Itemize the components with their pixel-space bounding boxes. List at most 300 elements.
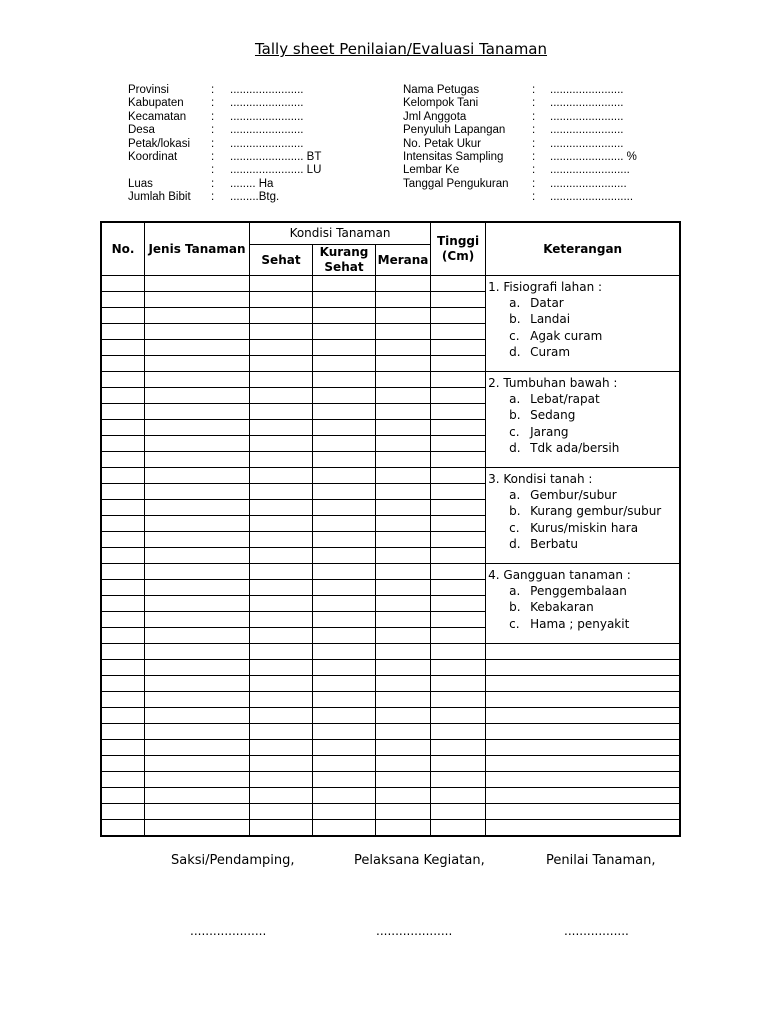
table-cell[interactable] bbox=[486, 756, 680, 772]
table-cell[interactable] bbox=[376, 676, 431, 692]
info-row bbox=[128, 151, 378, 164]
table-cell[interactable] bbox=[376, 708, 431, 724]
table-cell[interactable] bbox=[313, 372, 376, 388]
table-cell[interactable] bbox=[313, 500, 376, 516]
table-cell[interactable] bbox=[376, 564, 431, 580]
info-label: Kecamatan bbox=[128, 110, 187, 123]
table-cell[interactable] bbox=[250, 612, 313, 628]
keterangan-option bbox=[488, 503, 679, 519]
table-row bbox=[102, 692, 680, 708]
table-cell[interactable] bbox=[486, 788, 680, 804]
table-cell[interactable] bbox=[145, 740, 250, 756]
keterangan-option bbox=[488, 295, 679, 311]
table-cell[interactable] bbox=[486, 772, 680, 788]
signature-line-penilai: ................. bbox=[564, 924, 629, 938]
table-cell[interactable] bbox=[250, 740, 313, 756]
table-cell[interactable] bbox=[250, 516, 313, 532]
table-cell[interactable] bbox=[145, 340, 250, 356]
keterangan-option-text: Gembur/subur bbox=[530, 488, 617, 503]
signature-saksi: Saksi/Pendamping, bbox=[171, 853, 295, 868]
table-cell[interactable] bbox=[376, 548, 431, 564]
table-cell[interactable] bbox=[376, 468, 431, 484]
table-cell[interactable] bbox=[250, 692, 313, 708]
table-row bbox=[102, 724, 680, 740]
table-cell[interactable] bbox=[145, 788, 250, 804]
table-cell[interactable] bbox=[102, 804, 145, 820]
table-cell[interactable] bbox=[102, 420, 145, 436]
keterangan-option-letter: c. bbox=[509, 328, 520, 343]
info-value: ....................... LU bbox=[230, 164, 322, 177]
keterangan-block bbox=[486, 468, 680, 564]
table-cell[interactable] bbox=[145, 516, 250, 532]
info-right-block bbox=[403, 84, 683, 205]
table-cell[interactable] bbox=[431, 772, 486, 788]
table-cell[interactable] bbox=[145, 820, 250, 836]
table-row bbox=[102, 644, 680, 660]
keterangan-option-letter: c. bbox=[509, 616, 520, 631]
table-cell[interactable] bbox=[486, 644, 680, 660]
table-cell[interactable] bbox=[250, 804, 313, 820]
table-cell[interactable] bbox=[102, 548, 145, 564]
table-cell[interactable] bbox=[313, 340, 376, 356]
keterangan-option bbox=[488, 487, 679, 503]
table-cell[interactable] bbox=[145, 308, 250, 324]
table-cell[interactable] bbox=[145, 436, 250, 452]
table-cell[interactable] bbox=[313, 532, 376, 548]
info-row bbox=[128, 178, 378, 191]
table-cell[interactable] bbox=[145, 676, 250, 692]
keterangan-option-text: Datar bbox=[530, 296, 564, 311]
table-cell[interactable] bbox=[145, 692, 250, 708]
table-cell[interactable] bbox=[376, 420, 431, 436]
table-cell[interactable] bbox=[250, 276, 313, 292]
table-cell[interactable] bbox=[145, 756, 250, 772]
table-cell[interactable] bbox=[431, 612, 486, 628]
table-cell[interactable] bbox=[145, 484, 250, 500]
table-row bbox=[102, 756, 680, 772]
table-cell[interactable] bbox=[431, 804, 486, 820]
table-cell[interactable] bbox=[376, 596, 431, 612]
table-cell[interactable] bbox=[145, 772, 250, 788]
table-cell[interactable] bbox=[431, 644, 486, 660]
table-cell[interactable] bbox=[250, 468, 313, 484]
table-cell[interactable] bbox=[145, 532, 250, 548]
table-cell[interactable] bbox=[102, 516, 145, 532]
table-cell[interactable] bbox=[431, 324, 486, 340]
table-cell[interactable] bbox=[486, 804, 680, 820]
table-cell[interactable] bbox=[250, 564, 313, 580]
table-cell[interactable] bbox=[313, 468, 376, 484]
keterangan-option-letter: d. bbox=[509, 536, 521, 551]
info-value: ....................... bbox=[550, 97, 624, 110]
table-cell[interactable] bbox=[431, 756, 486, 772]
keterangan-option-text: Kurang gembur/subur bbox=[530, 504, 662, 519]
table-cell[interactable] bbox=[250, 340, 313, 356]
table-row bbox=[102, 708, 680, 724]
info-colon: : bbox=[211, 150, 215, 163]
table-cell[interactable] bbox=[431, 276, 486, 292]
table-cell[interactable] bbox=[431, 532, 486, 548]
table-cell[interactable] bbox=[313, 756, 376, 772]
table-cell[interactable] bbox=[376, 324, 431, 340]
info-value: .........Btg. bbox=[230, 191, 280, 204]
table-cell[interactable] bbox=[376, 292, 431, 308]
keterangan-option-text: Lebat/rapat bbox=[530, 392, 600, 407]
table-cell[interactable] bbox=[145, 660, 250, 676]
table-cell[interactable] bbox=[313, 596, 376, 612]
table-cell[interactable] bbox=[102, 532, 145, 548]
page-title: Tally sheet Penilaian/Evaluasi Tanaman bbox=[254, 40, 548, 58]
table-cell[interactable] bbox=[376, 436, 431, 452]
table-cell[interactable] bbox=[250, 388, 313, 404]
table-cell[interactable] bbox=[313, 644, 376, 660]
signature-line-pelaksana: .................... bbox=[376, 924, 453, 938]
table-cell[interactable] bbox=[486, 660, 680, 676]
keterangan-option bbox=[488, 407, 679, 423]
info-value: ....................... BT bbox=[230, 150, 322, 163]
table-cell[interactable] bbox=[250, 420, 313, 436]
table-cell[interactable] bbox=[102, 628, 145, 644]
table-cell[interactable] bbox=[145, 372, 250, 388]
table-cell[interactable] bbox=[250, 580, 313, 596]
table-cell[interactable] bbox=[431, 356, 486, 372]
table-cell[interactable] bbox=[102, 484, 145, 500]
table-cell[interactable] bbox=[102, 436, 145, 452]
table-cell[interactable] bbox=[431, 660, 486, 676]
table-cell[interactable] bbox=[313, 660, 376, 676]
table-cell[interactable] bbox=[431, 516, 486, 532]
table-cell[interactable] bbox=[102, 372, 145, 388]
table-cell[interactable] bbox=[313, 804, 376, 820]
table-cell[interactable] bbox=[376, 612, 431, 628]
table-cell[interactable] bbox=[376, 820, 431, 836]
table-cell[interactable] bbox=[102, 468, 145, 484]
table-cell[interactable] bbox=[102, 820, 145, 836]
info-row bbox=[128, 124, 378, 137]
info-label: Desa bbox=[128, 124, 155, 137]
table-cell[interactable] bbox=[313, 452, 376, 468]
table-cell[interactable] bbox=[313, 708, 376, 724]
table-cell[interactable] bbox=[431, 676, 486, 692]
table-cell[interactable] bbox=[313, 324, 376, 340]
table-cell[interactable] bbox=[250, 436, 313, 452]
keterangan-option bbox=[488, 440, 679, 456]
table-cell[interactable] bbox=[145, 548, 250, 564]
table-cell[interactable] bbox=[102, 772, 145, 788]
keterangan-option-letter: d. bbox=[509, 344, 521, 359]
table-cell[interactable] bbox=[431, 372, 486, 388]
info-value: ....................... bbox=[550, 124, 624, 137]
table-cell[interactable] bbox=[313, 516, 376, 532]
table-cell[interactable] bbox=[145, 580, 250, 596]
table-cell[interactable] bbox=[376, 308, 431, 324]
table-cell[interactable] bbox=[102, 500, 145, 516]
table-cell[interactable] bbox=[376, 804, 431, 820]
table-cell[interactable] bbox=[145, 452, 250, 468]
table-cell[interactable] bbox=[431, 740, 486, 756]
table-cell[interactable] bbox=[486, 820, 680, 836]
table-cell[interactable] bbox=[250, 660, 313, 676]
table-cell[interactable] bbox=[431, 292, 486, 308]
table-cell[interactable] bbox=[431, 388, 486, 404]
keterangan-option-text: Berbatu bbox=[530, 536, 578, 551]
table-cell[interactable] bbox=[313, 436, 376, 452]
table-cell[interactable] bbox=[250, 596, 313, 612]
keterangan-option-text: Landai bbox=[530, 312, 571, 327]
table-cell[interactable] bbox=[376, 388, 431, 404]
table-cell[interactable] bbox=[102, 340, 145, 356]
table-cell[interactable] bbox=[313, 356, 376, 372]
table-cell[interactable] bbox=[145, 628, 250, 644]
table-cell[interactable] bbox=[431, 820, 486, 836]
keterangan-option-text: Kurus/miskin hara bbox=[530, 520, 639, 535]
table-cell[interactable] bbox=[145, 404, 250, 420]
table-cell[interactable] bbox=[431, 788, 486, 804]
signature-line-saksi: .................... bbox=[190, 924, 267, 938]
keterangan-option bbox=[488, 391, 679, 407]
table-cell[interactable] bbox=[102, 308, 145, 324]
table-cell[interactable] bbox=[431, 436, 486, 452]
table-cell[interactable] bbox=[376, 724, 431, 740]
table-cell[interactable] bbox=[145, 500, 250, 516]
table-cell[interactable] bbox=[145, 356, 250, 372]
keterangan-option bbox=[488, 328, 679, 344]
info-label: Jumlah Bibit bbox=[128, 191, 191, 204]
table-cell[interactable] bbox=[431, 692, 486, 708]
table-cell[interactable] bbox=[313, 820, 376, 836]
info-row bbox=[128, 84, 378, 97]
table-cell[interactable] bbox=[313, 420, 376, 436]
table-row bbox=[102, 276, 680, 292]
table-cell[interactable] bbox=[313, 548, 376, 564]
table-cell[interactable] bbox=[145, 644, 250, 660]
table-cell[interactable] bbox=[102, 596, 145, 612]
info-label: Kelompok Tani bbox=[403, 97, 479, 110]
table-cell[interactable] bbox=[313, 740, 376, 756]
table-cell[interactable] bbox=[145, 612, 250, 628]
info-label: No. Petak Ukur bbox=[403, 137, 481, 150]
table-row bbox=[102, 740, 680, 756]
table-cell[interactable] bbox=[376, 500, 431, 516]
table-cell[interactable] bbox=[376, 484, 431, 500]
table-cell[interactable] bbox=[313, 404, 376, 420]
info-row bbox=[128, 111, 378, 124]
table-cell[interactable] bbox=[431, 468, 486, 484]
table-row bbox=[102, 372, 680, 388]
keterangan-option-text: Sedang bbox=[530, 408, 576, 423]
table-cell[interactable] bbox=[376, 532, 431, 548]
table-cell[interactable] bbox=[313, 692, 376, 708]
table-cell[interactable] bbox=[250, 708, 313, 724]
keterangan-option-text: Penggembalaan bbox=[530, 584, 627, 599]
table-cell[interactable] bbox=[250, 372, 313, 388]
keterangan-heading: 3. Kondisi tanah : bbox=[488, 472, 593, 486]
table-cell[interactable] bbox=[486, 708, 680, 724]
table-cell[interactable] bbox=[102, 388, 145, 404]
table-cell[interactable] bbox=[145, 388, 250, 404]
table-cell[interactable] bbox=[102, 740, 145, 756]
info-value: ........................ bbox=[550, 177, 627, 190]
table-cell[interactable] bbox=[376, 580, 431, 596]
table-cell[interactable] bbox=[145, 804, 250, 820]
table-cell[interactable] bbox=[250, 532, 313, 548]
table-cell[interactable] bbox=[431, 420, 486, 436]
table-row bbox=[102, 772, 680, 788]
table-cell[interactable] bbox=[102, 612, 145, 628]
table-cell[interactable] bbox=[102, 564, 145, 580]
info-value: ....................... bbox=[230, 124, 304, 137]
table-cell[interactable] bbox=[250, 772, 313, 788]
info-value: ....................... % bbox=[550, 150, 637, 163]
table-cell[interactable] bbox=[313, 564, 376, 580]
table-cell[interactable] bbox=[431, 500, 486, 516]
table-cell[interactable] bbox=[102, 676, 145, 692]
info-colon: : bbox=[211, 124, 215, 137]
info-row bbox=[403, 111, 683, 124]
table-cell[interactable] bbox=[313, 308, 376, 324]
table-cell[interactable] bbox=[431, 580, 486, 596]
header-sehat: Sehat bbox=[250, 245, 313, 276]
table-cell[interactable] bbox=[486, 724, 680, 740]
table-cell[interactable] bbox=[145, 724, 250, 740]
table-cell[interactable] bbox=[250, 404, 313, 420]
table-cell[interactable] bbox=[250, 292, 313, 308]
table-cell[interactable] bbox=[313, 276, 376, 292]
table-cell[interactable] bbox=[250, 724, 313, 740]
table-cell[interactable] bbox=[250, 308, 313, 324]
table-cell[interactable] bbox=[250, 628, 313, 644]
table-cell[interactable] bbox=[102, 692, 145, 708]
table-cell[interactable] bbox=[102, 644, 145, 660]
table-cell[interactable] bbox=[145, 420, 250, 436]
table-cell[interactable] bbox=[102, 276, 145, 292]
table-cell[interactable] bbox=[431, 404, 486, 420]
table-cell[interactable] bbox=[102, 756, 145, 772]
table-cell[interactable] bbox=[431, 708, 486, 724]
table-cell[interactable] bbox=[431, 308, 486, 324]
table-cell[interactable] bbox=[250, 500, 313, 516]
table-cell[interactable] bbox=[145, 596, 250, 612]
table-cell[interactable] bbox=[313, 292, 376, 308]
table-cell[interactable] bbox=[102, 660, 145, 676]
info-colon: : bbox=[532, 124, 536, 137]
info-colon: : bbox=[211, 137, 215, 150]
table-cell[interactable] bbox=[313, 772, 376, 788]
table-cell[interactable] bbox=[313, 724, 376, 740]
table-cell[interactable] bbox=[250, 548, 313, 564]
table-cell[interactable] bbox=[313, 388, 376, 404]
table-cell[interactable] bbox=[486, 692, 680, 708]
table-cell[interactable] bbox=[250, 484, 313, 500]
table-cell[interactable] bbox=[376, 452, 431, 468]
table-cell[interactable] bbox=[431, 340, 486, 356]
table-cell[interactable] bbox=[250, 356, 313, 372]
keterangan-block bbox=[486, 276, 680, 372]
table-cell[interactable] bbox=[102, 708, 145, 724]
keterangan-option bbox=[488, 520, 679, 536]
keterangan-option bbox=[488, 424, 679, 440]
info-colon: : bbox=[532, 191, 536, 204]
table-cell[interactable] bbox=[250, 324, 313, 340]
table-cell[interactable] bbox=[145, 292, 250, 308]
table-cell[interactable] bbox=[376, 740, 431, 756]
table-cell[interactable] bbox=[431, 628, 486, 644]
table-cell[interactable] bbox=[376, 644, 431, 660]
table-cell[interactable] bbox=[102, 356, 145, 372]
table-cell[interactable] bbox=[376, 788, 431, 804]
table-cell[interactable] bbox=[486, 676, 680, 692]
info-value: ....................... bbox=[550, 110, 624, 123]
table-cell[interactable] bbox=[376, 772, 431, 788]
keterangan-option-letter: b. bbox=[509, 600, 521, 615]
table-cell[interactable] bbox=[376, 340, 431, 356]
table-cell[interactable] bbox=[376, 404, 431, 420]
table-cell[interactable] bbox=[431, 724, 486, 740]
table-cell[interactable] bbox=[102, 452, 145, 468]
table-cell[interactable] bbox=[431, 564, 486, 580]
table-cell[interactable] bbox=[376, 692, 431, 708]
table-cell[interactable] bbox=[376, 756, 431, 772]
table-cell[interactable] bbox=[250, 644, 313, 660]
table-cell[interactable] bbox=[145, 276, 250, 292]
info-row bbox=[403, 84, 683, 97]
table-cell[interactable] bbox=[376, 516, 431, 532]
table-cell[interactable] bbox=[376, 356, 431, 372]
table-cell[interactable] bbox=[376, 372, 431, 388]
info-label: Penyuluh Lapangan bbox=[403, 124, 506, 137]
table-cell[interactable] bbox=[313, 580, 376, 596]
table-cell[interactable] bbox=[250, 788, 313, 804]
table-cell[interactable] bbox=[431, 548, 486, 564]
table-cell[interactable] bbox=[102, 788, 145, 804]
table-cell[interactable] bbox=[145, 324, 250, 340]
table-cell[interactable] bbox=[431, 484, 486, 500]
table-cell[interactable] bbox=[376, 276, 431, 292]
info-value: ......................... bbox=[550, 164, 630, 177]
table-cell[interactable] bbox=[313, 484, 376, 500]
info-colon: : bbox=[532, 97, 536, 110]
table-cell[interactable] bbox=[102, 324, 145, 340]
info-value: ....................... bbox=[230, 137, 304, 150]
table-cell[interactable] bbox=[102, 724, 145, 740]
table-cell[interactable] bbox=[486, 740, 680, 756]
table-cell[interactable] bbox=[313, 612, 376, 628]
table-cell[interactable] bbox=[250, 452, 313, 468]
table-cell[interactable] bbox=[250, 676, 313, 692]
table-cell[interactable] bbox=[102, 404, 145, 420]
table-cell[interactable] bbox=[313, 788, 376, 804]
table-cell[interactable] bbox=[102, 292, 145, 308]
table-cell[interactable] bbox=[250, 756, 313, 772]
info-colon: : bbox=[532, 150, 536, 163]
info-label: Lembar Ke bbox=[403, 164, 460, 177]
table-cell[interactable] bbox=[313, 676, 376, 692]
info-colon: : bbox=[211, 97, 215, 110]
info-row bbox=[403, 138, 683, 151]
table-cell[interactable] bbox=[431, 452, 486, 468]
table-cell[interactable] bbox=[376, 660, 431, 676]
table-cell[interactable] bbox=[431, 596, 486, 612]
table-cell[interactable] bbox=[376, 628, 431, 644]
table-cell[interactable] bbox=[313, 628, 376, 644]
header-merana: Merana bbox=[376, 245, 431, 276]
table-cell[interactable] bbox=[145, 468, 250, 484]
keterangan-option-text: Tdk ada/bersih bbox=[530, 440, 620, 455]
table-cell[interactable] bbox=[102, 580, 145, 596]
table-cell[interactable] bbox=[145, 564, 250, 580]
table-cell[interactable] bbox=[145, 708, 250, 724]
table-cell[interactable] bbox=[250, 820, 313, 836]
